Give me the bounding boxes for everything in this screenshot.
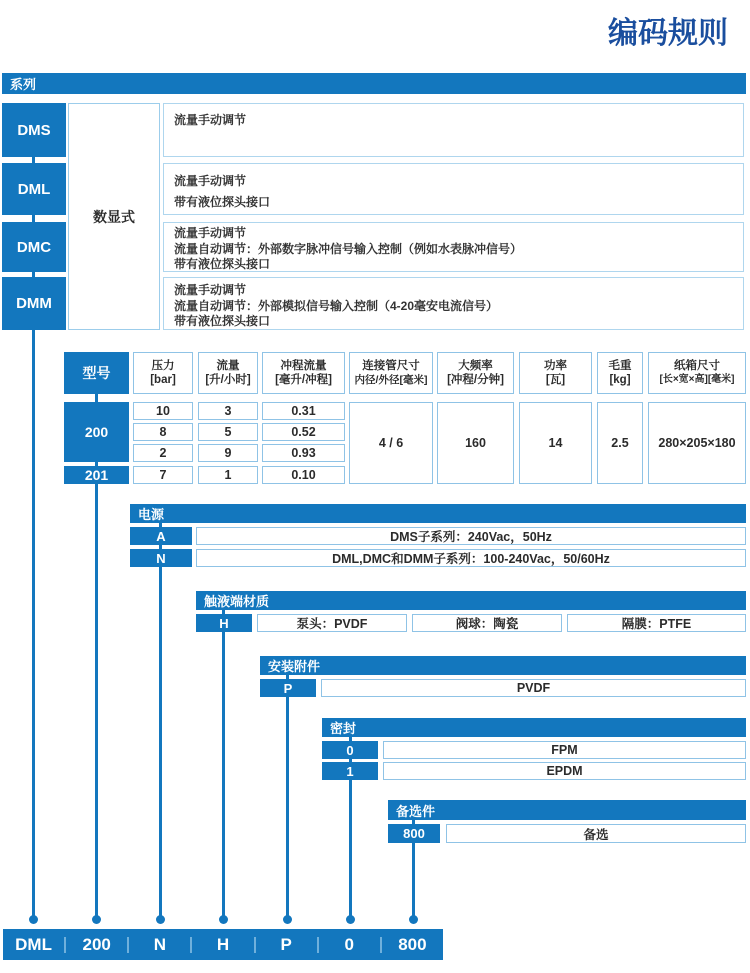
- table-cell-freq: 160: [437, 402, 514, 484]
- table-cell-power: 14: [519, 402, 592, 484]
- code-segment-model: 200: [82, 934, 111, 954]
- connector-line: [286, 675, 289, 679]
- model-code-bar: [3, 929, 443, 960]
- code-segment-optional: 800: [398, 934, 427, 954]
- optional-code-800: 800: [388, 824, 440, 843]
- power-code-n: N: [130, 549, 192, 567]
- series-section-header: 系列: [2, 73, 746, 94]
- desc-line: 带有液位探头接口: [174, 195, 271, 209]
- connector-dot: [29, 915, 38, 924]
- series-desc-dmc: [163, 222, 744, 272]
- table-cell: 0.31: [262, 402, 345, 420]
- table-cell: 5: [198, 423, 258, 441]
- seal-desc-epdm: EPDM: [383, 762, 746, 780]
- power-code-a: A: [130, 527, 192, 545]
- material-code-h: H: [196, 614, 252, 632]
- connector-dot: [156, 915, 165, 924]
- seal-section-header: 密封: [322, 718, 746, 737]
- connector-dot: [92, 915, 101, 924]
- connector-line: [159, 545, 162, 549]
- connector-line-material: [222, 632, 225, 917]
- table-cell: 10: [133, 402, 193, 420]
- power-desc-a: DMS子系列：240Vac，50Hz: [196, 527, 746, 545]
- table-cell: 3: [198, 402, 258, 420]
- series-code-dms: DMS: [2, 103, 66, 157]
- connector-line-series: [32, 330, 35, 917]
- table-header-carton: 纸箱尺寸 [长×宽×高][毫米]: [648, 352, 746, 394]
- connector-line-mounting: [286, 697, 289, 917]
- material-section-header: 触液端材质: [196, 591, 746, 610]
- material-valve-ball: 阀球：陶瓷: [412, 614, 562, 632]
- connector-line-optional: [412, 843, 415, 917]
- desc-line: 带有液位探头接口: [174, 257, 271, 272]
- table-header-stroke: 冲程流量 [毫升/冲程]: [262, 352, 345, 394]
- table-header-pressure: 压力 [bar]: [133, 352, 193, 394]
- connector-line-power: [159, 567, 162, 917]
- seal-desc-fpm: FPM: [383, 741, 746, 759]
- series-code-dmc: DMC: [2, 222, 66, 272]
- table-cell: 2: [133, 444, 193, 462]
- connector-line: [159, 523, 162, 527]
- connector-line: [349, 737, 352, 741]
- connector-line-seal: [349, 780, 352, 917]
- table-model-200: 200: [64, 402, 129, 462]
- connector-dot: [219, 915, 228, 924]
- table-cell: 8: [133, 423, 193, 441]
- code-segment-series: DML: [15, 934, 52, 954]
- desc-line: 流量手动调节: [174, 226, 247, 240]
- table-cell: 1: [198, 466, 258, 484]
- desc-line: 流量自动调节：外部数字脉冲信号输入控制（例如水表脉冲信号）: [174, 241, 523, 256]
- code-segment-mounting: P: [280, 934, 292, 954]
- connector-line: [32, 215, 35, 222]
- connector-line: [32, 157, 35, 163]
- seal-code-1: 1: [322, 762, 378, 780]
- table-cell: 0.10: [262, 466, 345, 484]
- code-segment-seal: 0: [344, 934, 354, 954]
- table-cell: 7: [133, 466, 193, 484]
- table-header-freq: 大频率 [冲程/分钟]: [437, 352, 514, 394]
- connector-line: [349, 759, 352, 762]
- desc-line: 流量手动调节: [174, 113, 247, 127]
- connector-line: [222, 610, 225, 614]
- table-cell: 9: [198, 444, 258, 462]
- table-cell: 0.93: [262, 444, 345, 462]
- connector-dot: [409, 915, 418, 924]
- connector-line-model: [95, 484, 98, 917]
- seal-code-0: 0: [322, 741, 378, 759]
- power-desc-n: DML,DMC和DMM子系列：100-240Vac，50/60Hz: [196, 549, 746, 567]
- code-segment-power: N: [153, 934, 166, 954]
- connector-dot: [283, 915, 292, 924]
- series-desc-dmm: [163, 277, 744, 330]
- table-header-power: 功率 [瓦]: [519, 352, 592, 394]
- optional-section-header: 备选件: [388, 800, 746, 820]
- power-section-header: 电源: [130, 504, 746, 523]
- table-cell-carton: 280×205×180: [648, 402, 746, 484]
- mounting-section-header: 安装附件: [260, 656, 746, 675]
- table-header-pipe: 连接管尺寸 内径/外径[毫米]: [349, 352, 433, 394]
- optional-desc: 备选: [446, 824, 746, 843]
- table-cell: 0.52: [262, 423, 345, 441]
- connector-dot: [346, 915, 355, 924]
- series-code-dml: DML: [2, 163, 66, 215]
- material-diaphragm: 隔膜：PTFE: [567, 614, 746, 632]
- desc-line: 流量手动调节: [174, 174, 247, 188]
- connector-line: [412, 820, 415, 824]
- desc-line: 流量手动调节: [174, 283, 247, 297]
- connector-line: [95, 394, 98, 402]
- material-pump-head: 泵头：PVDF: [257, 614, 407, 632]
- table-header-flow: 流量 [升/小时]: [198, 352, 258, 394]
- series-desc-dms: [163, 103, 744, 157]
- series-code-dmm: DMM: [2, 277, 66, 330]
- table-header-model: 型号: [64, 352, 129, 394]
- series-type-cell: 数显式: [68, 103, 160, 330]
- table-model-201: 201: [64, 466, 129, 484]
- table-cell-pipe: 4 / 6: [349, 402, 433, 484]
- table-header-weight: 毛重 [kg]: [597, 352, 643, 394]
- code-segment-material: H: [216, 934, 230, 954]
- desc-line: 带有液位探头接口: [174, 314, 271, 329]
- desc-line: 流量自动调节：外部模拟信号输入控制（4-20毫安电流信号）: [174, 298, 499, 313]
- connector-line: [32, 272, 35, 277]
- connector-line: [95, 462, 98, 466]
- table-cell-weight: 2.5: [597, 402, 643, 484]
- series-desc-dml: [163, 163, 744, 215]
- page-title: 编码规则: [608, 17, 728, 50]
- mounting-code-p: P: [260, 679, 316, 697]
- mounting-desc: PVDF: [321, 679, 746, 697]
